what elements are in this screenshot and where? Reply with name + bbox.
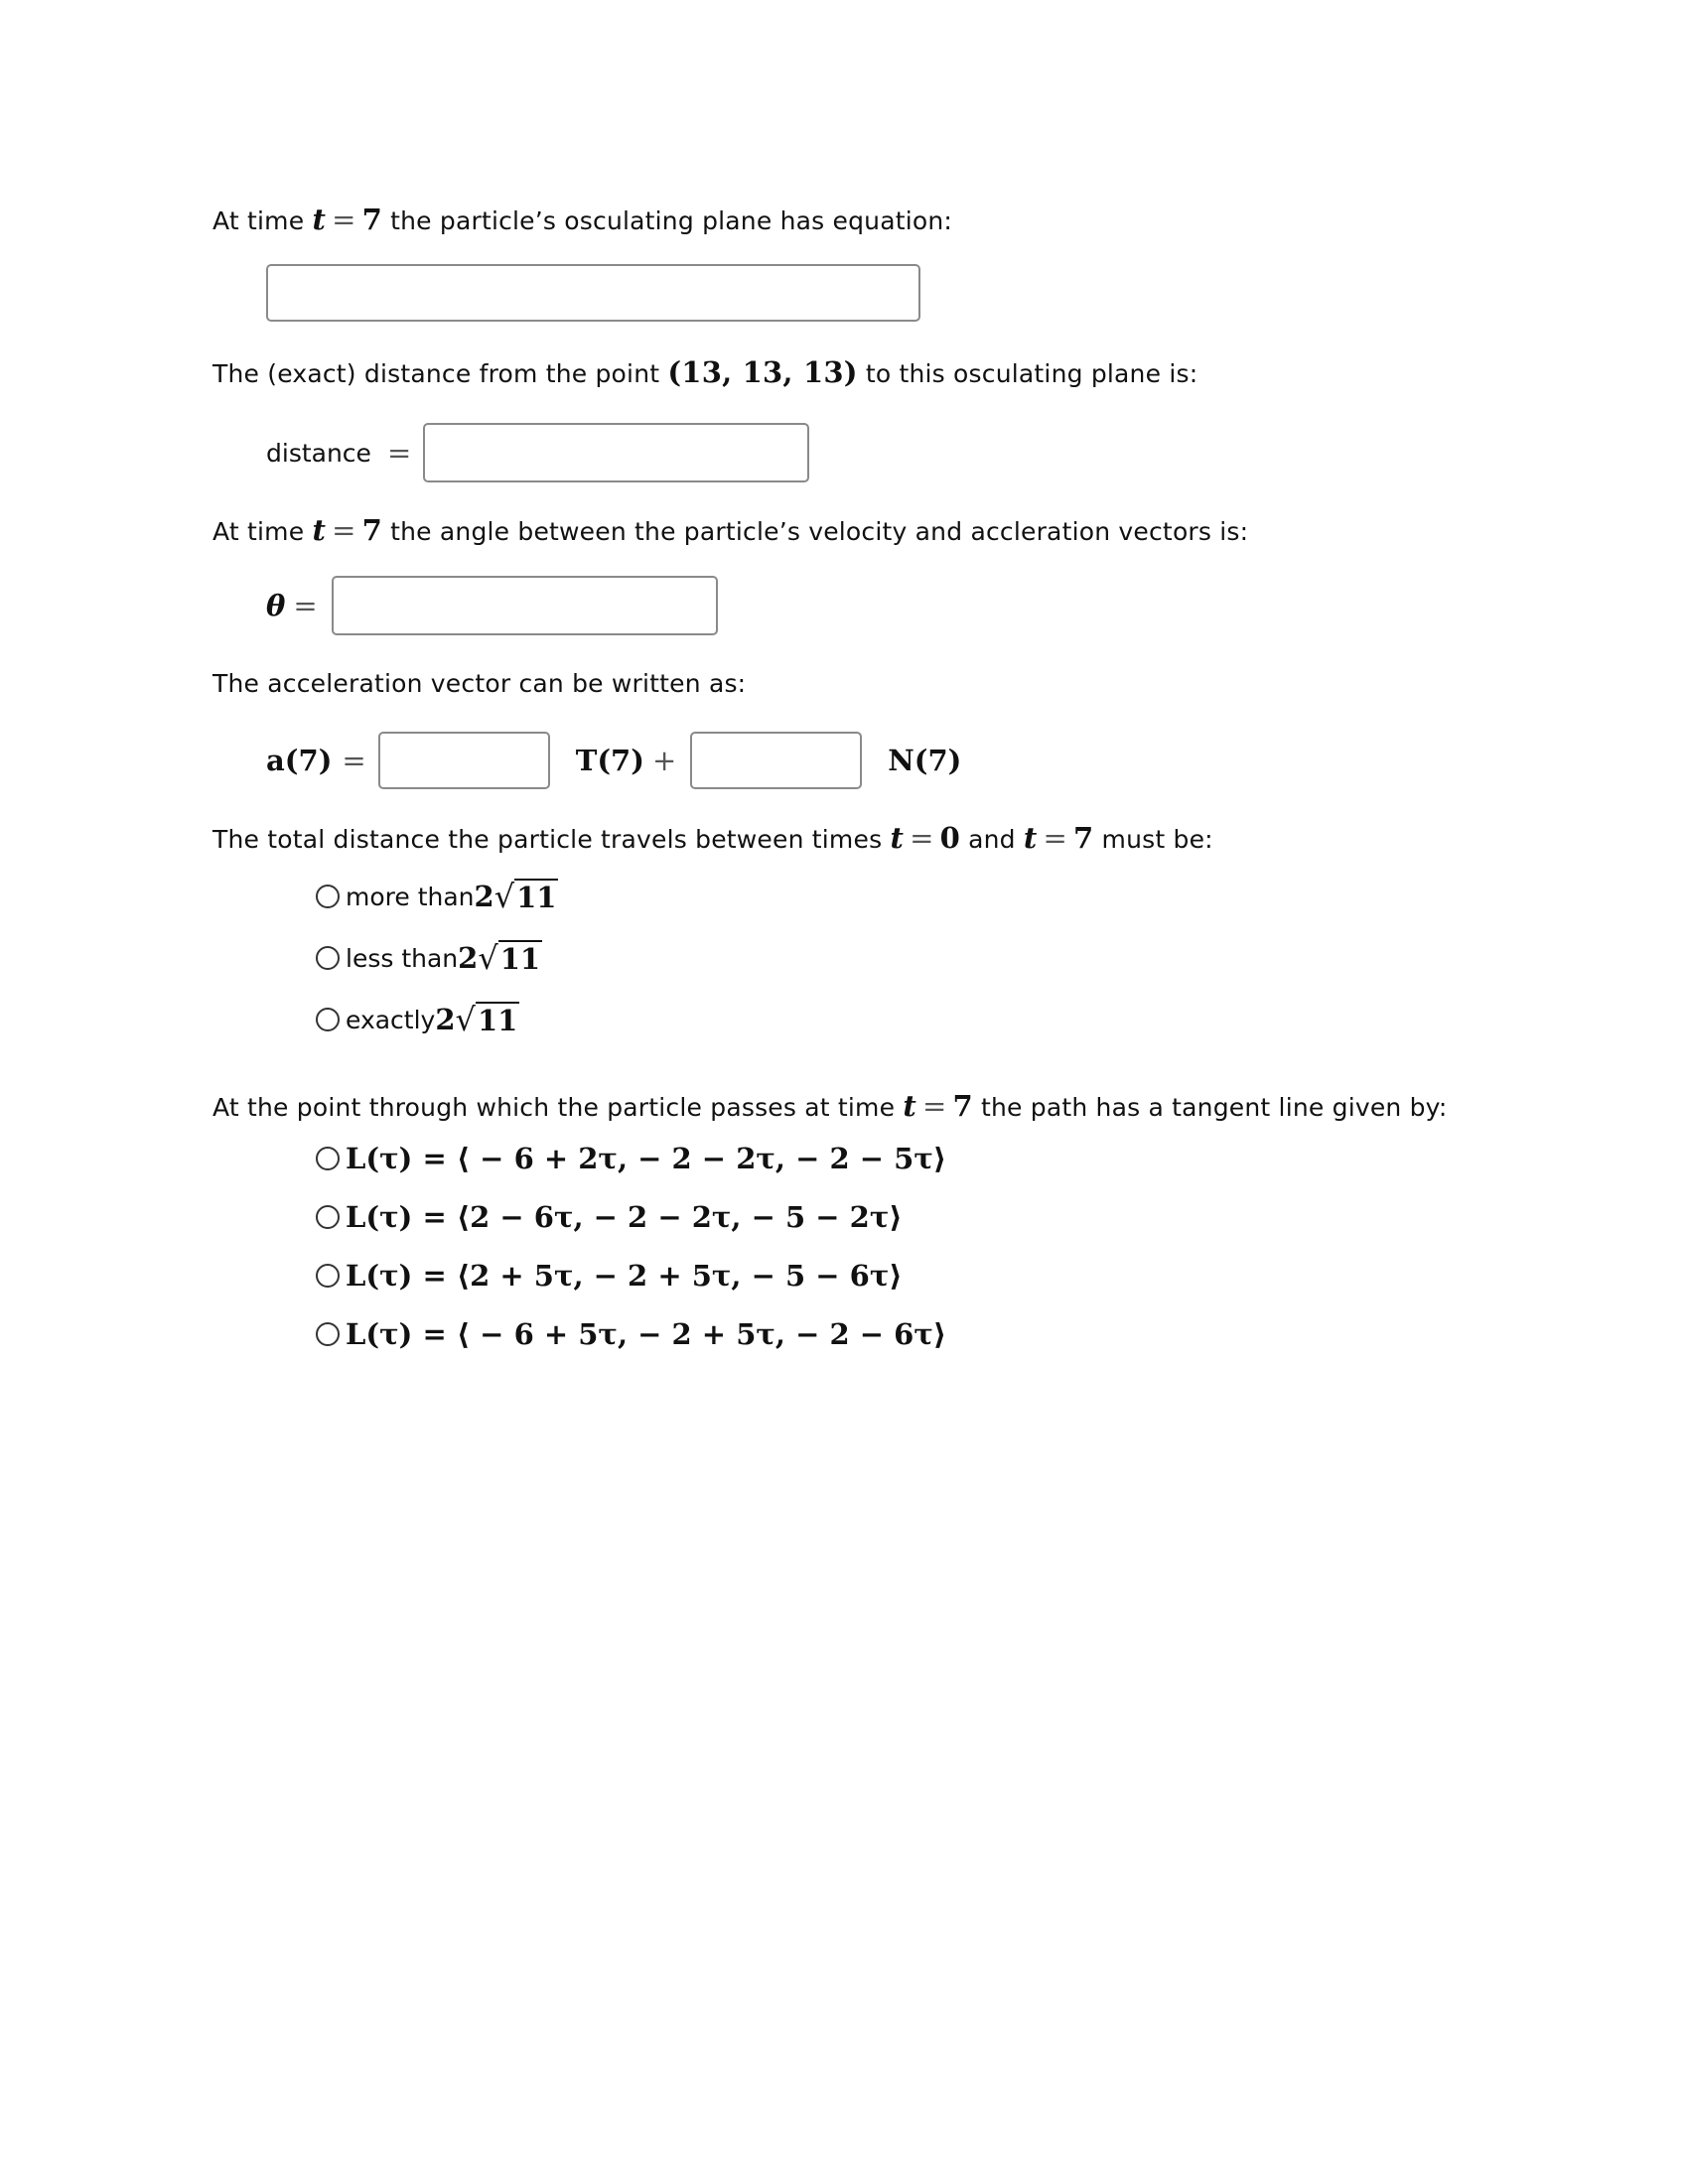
q5-val2: 7 xyxy=(1073,821,1094,855)
sqrt-symbol: √11 xyxy=(455,1001,518,1038)
q5-var1: t xyxy=(890,821,905,855)
q3-prefix: At time xyxy=(212,517,313,546)
radio-button[interactable] xyxy=(316,1205,340,1229)
tangent-option-text: L(τ) = ⟨ − 6 + 2τ, − 2 − 2τ, − 2 − 5τ⟩ xyxy=(346,1141,947,1175)
q5-eq1: = xyxy=(910,821,934,855)
distance-option-more[interactable] xyxy=(316,866,558,927)
q1-eq: = xyxy=(332,203,356,236)
theta-label: θ xyxy=(266,589,286,622)
tangent-option-4[interactable] xyxy=(316,1304,946,1363)
q3-var: t xyxy=(312,513,327,547)
radio-button[interactable] xyxy=(316,1008,340,1031)
tangent-line-options xyxy=(316,1129,946,1363)
q1-value: 7 xyxy=(361,203,382,236)
q5-var2: t xyxy=(1023,821,1038,855)
osculating-plane-input[interactable] xyxy=(266,264,920,322)
q2-prefix: The (exact) distance from the point xyxy=(212,359,668,388)
q3-eq: = xyxy=(332,513,356,547)
q6-var: t xyxy=(903,1089,916,1123)
tangent-option-3[interactable] xyxy=(316,1246,946,1304)
option-coef: 2 xyxy=(435,1003,456,1036)
q3-value: 7 xyxy=(361,513,382,547)
normal-component-input[interactable] xyxy=(690,732,862,789)
accel-plus: + xyxy=(651,744,677,777)
option-text: exactly xyxy=(346,1005,436,1034)
distance-row xyxy=(266,423,809,482)
tangential-component-input[interactable] xyxy=(378,732,550,789)
q2-suffix: to this osculating plane is: xyxy=(857,359,1198,388)
radio-button[interactable] xyxy=(316,1264,340,1288)
sqrt-symbol: √11 xyxy=(493,878,557,915)
option-radicand: 11 xyxy=(477,1004,518,1037)
q5-prefix: The total distance the particle travels between times xyxy=(212,825,891,854)
option-radicand: 11 xyxy=(499,942,541,976)
option-text: more than xyxy=(346,882,475,911)
q2-prompt xyxy=(212,354,1197,392)
q6-prompt xyxy=(212,1088,1447,1126)
distance-eq: = xyxy=(386,436,412,470)
tangent-option-text: L(τ) = ⟨2 + 5τ, − 2 + 5τ, − 5 − 6τ⟩ xyxy=(346,1258,903,1293)
q5-val1: 0 xyxy=(939,821,960,855)
q6-eq: = xyxy=(921,1089,947,1123)
q3-prompt xyxy=(212,512,1248,550)
option-radicand: 11 xyxy=(516,881,557,914)
angle-input[interactable] xyxy=(332,576,718,635)
tangent-term: T(7) xyxy=(575,744,644,777)
q1-suffix: the particle’s osculating plane has equation: xyxy=(381,206,953,235)
radio-button[interactable] xyxy=(316,1322,340,1346)
acceleration-row xyxy=(266,732,961,789)
distance-option-less[interactable] xyxy=(316,927,558,989)
sqrt-symbol: √11 xyxy=(478,939,541,977)
q6-prefix: At the point through which the particle passes at time xyxy=(212,1093,904,1122)
q1-prompt xyxy=(212,202,952,239)
accel-eq: = xyxy=(342,744,366,777)
q6-value: 7 xyxy=(952,1089,973,1123)
q5-prompt xyxy=(212,820,1213,858)
q6-suffix: the path has a tangent line given by: xyxy=(972,1093,1448,1122)
option-coef: 2 xyxy=(474,880,494,913)
q5-suffix: must be: xyxy=(1093,825,1213,854)
q1-prefix: At time xyxy=(212,206,313,235)
theta-row xyxy=(266,576,718,635)
normal-term: N(7) xyxy=(888,744,962,777)
radio-button[interactable] xyxy=(316,946,340,970)
q4-prompt: The acceleration vector can be written as: xyxy=(212,669,747,698)
q5-mid: and xyxy=(959,825,1024,854)
tangent-option-text: L(τ) = ⟨2 − 6τ, − 2 − 2τ, − 5 − 2τ⟩ xyxy=(346,1199,903,1234)
accel-lhs: a(7) xyxy=(266,744,333,777)
radio-button[interactable] xyxy=(316,885,340,908)
option-coef: 2 xyxy=(458,941,479,975)
tangent-option-2[interactable] xyxy=(316,1187,946,1246)
distance-option-exactly[interactable] xyxy=(316,989,558,1050)
theta-eq: = xyxy=(293,589,318,622)
q3-suffix: the angle between the particle’s velocity and accleration vectors is: xyxy=(381,517,1249,546)
distance-input[interactable] xyxy=(423,423,809,482)
q1-var: t xyxy=(312,203,327,236)
radio-button[interactable] xyxy=(316,1147,340,1170)
distance-label: distance xyxy=(266,438,371,468)
q5-eq2: = xyxy=(1043,821,1067,855)
q2-point: (13, 13, 13) xyxy=(667,355,858,389)
tangent-option-1[interactable] xyxy=(316,1129,946,1187)
distance-options xyxy=(316,866,558,1050)
tangent-option-text: L(τ) = ⟨ − 6 + 5τ, − 2 + 5τ, − 2 − 6τ⟩ xyxy=(346,1316,947,1351)
option-text: less than xyxy=(346,943,459,973)
